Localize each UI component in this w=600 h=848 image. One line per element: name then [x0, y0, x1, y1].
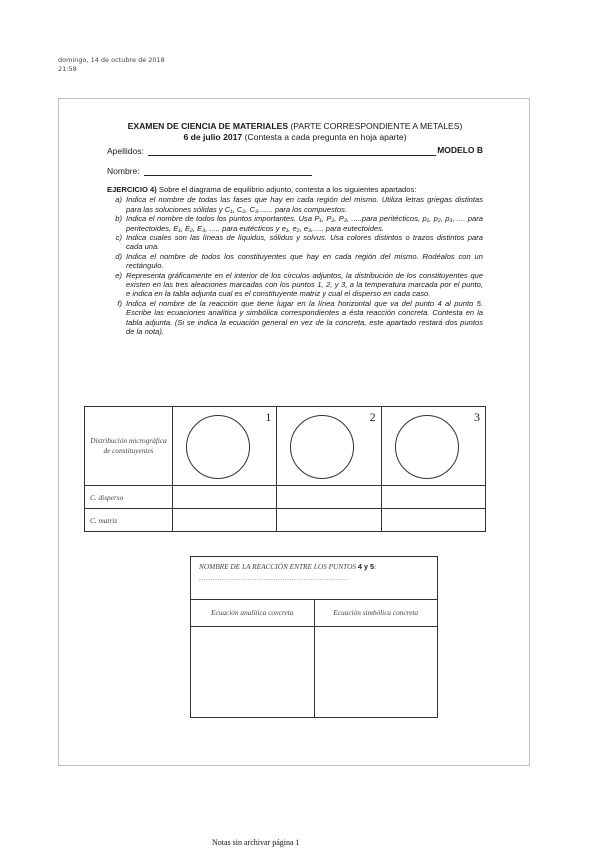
timestamp-time: 21:58 — [58, 65, 77, 73]
reaction-table — [190, 556, 438, 718]
reaction-dots: ................................................................ — [199, 573, 348, 582]
circle-number-2: 2 — [369, 410, 376, 424]
exercise-heading — [107, 185, 483, 194]
name-label: Nombre: — [107, 166, 140, 176]
exam-date-bold: 6 de julio 2017 — [183, 132, 243, 142]
surname-line[interactable] — [148, 147, 436, 156]
item-letter: f) — [117, 298, 122, 308]
timestamp — [58, 56, 165, 74]
name-line[interactable] — [144, 167, 312, 176]
exam-date-note: (Contesta a cada pregunta en hoja aparte) — [242, 132, 407, 142]
matrix-cell-1[interactable] — [173, 509, 277, 532]
disperse-cell-3[interactable] — [381, 486, 485, 509]
analytic-answer-cell[interactable] — [191, 627, 315, 718]
exam-title — [107, 121, 483, 132]
item-text: Indica el nombre de la reacción que tiene lugar en la línea horizontal que va del punto 4 al punto 5. Escribe las ecuaciones analítica y simbólica correspondientes a ésta reacción concreta. Contesta en la tabla adjunta. (Si se indica la ecuación general en vez de la concreta, este apartado restará dos puntos de la nota). — [126, 298, 483, 337]
item-text: Indica el nombre de todos los constituyentes que hay en cada región del mismo. Rodéalos con un rectángulo. — [126, 251, 483, 271]
exercise-item — [107, 195, 483, 214]
item-text: Indica el nombre de todas las fases que hay en cada región del mismo. Utiliza letras griegas distintas para las soluciones sólidas y C₁, C₂, C₃....... para los compuestos. — [126, 195, 483, 214]
analytic-header: Ecuación analítica concreta — [191, 600, 315, 627]
circle-cell-3[interactable] — [381, 407, 485, 486]
symbolic-header: Ecuación simbólica concreta — [314, 600, 438, 627]
exercise-label: EJERCICIO 4) — [107, 185, 157, 194]
exercise-items — [107, 195, 483, 336]
circle-number-1: 1 — [265, 410, 272, 424]
exercise-item — [107, 299, 483, 337]
microstructure-table — [84, 406, 486, 532]
circle-2[interactable] — [290, 415, 354, 479]
item-text: Indica cuales son las líneas de líquidus, sólidus y solvus. Usa colores distintos o trazos distintos para cada una. — [126, 233, 483, 252]
item-letter: e) — [115, 270, 122, 280]
circle-cell-2[interactable] — [277, 407, 381, 486]
disperse-label: C. disperso — [85, 486, 173, 509]
surname-label: Apellidos: — [107, 146, 144, 156]
name-field[interactable] — [107, 166, 483, 176]
reaction-points: 4 y 5 — [357, 562, 375, 571]
footer-note: Notas sin archivar página 1 — [212, 838, 300, 847]
exam-date — [107, 132, 483, 143]
reaction-name-cell[interactable] — [191, 557, 438, 600]
circle-number-3: 3 — [474, 410, 480, 424]
exam-content — [107, 121, 483, 337]
distribution-header: Distribución micrográfica de constituyentes — [85, 407, 173, 486]
item-letter: c) — [115, 233, 122, 243]
exercise-item — [107, 252, 483, 271]
exercise-block — [107, 185, 483, 337]
circle-3[interactable] — [395, 415, 459, 479]
exercise-item — [107, 271, 483, 299]
circle-cell-1[interactable] — [173, 407, 277, 486]
exam-title-sub: (PARTE CORRESPONDIENTE A METALES) — [288, 121, 463, 131]
item-text: Representa gráficamente en el interior de los círculos adjuntos, la distribución de los constituyentes que existen en las tres aleaciones marcadas con los puntos 1, 2, y 3, a la temperatura marcada por el punto, e indica en la tabla adjunta cual es el constituyente matriz y cual el disperso en cada caso. — [126, 270, 483, 299]
matrix-cell-2[interactable] — [277, 509, 381, 532]
exam-title-bold: EXAMEN DE CIENCIA DE MATERIALES — [127, 121, 289, 131]
item-letter: b) — [115, 214, 122, 224]
exercise-item — [107, 233, 483, 252]
exercise-item — [107, 214, 483, 233]
matrix-label: C. matriz — [85, 509, 173, 532]
item-letter: d) — [115, 251, 122, 261]
surname-field[interactable] — [107, 146, 483, 156]
item-letter: a) — [115, 195, 122, 205]
reaction-title-end: : — [374, 562, 377, 571]
timestamp-date: domingo, 14 de octubre de 2018 — [58, 56, 165, 64]
model-label: MODELO B — [437, 145, 483, 155]
disperse-cell-2[interactable] — [277, 486, 381, 509]
exercise-intro: Sobre el diagrama de equilibrio adjunto, contesta a los siguientes apartados: — [156, 185, 417, 194]
matrix-cell-3[interactable] — [381, 509, 485, 532]
reaction-title — [199, 561, 429, 572]
symbolic-answer-cell[interactable] — [314, 627, 438, 718]
circle-1[interactable] — [186, 415, 250, 479]
disperse-cell-1[interactable] — [173, 486, 277, 509]
reaction-title-text: NOMBRE DE LA REACCIÓN ENTRE LOS PUNTOS — [199, 562, 358, 571]
item-text: Indica el nombre de todos los puntos importantes. Usa P₁, P₂, P₃, .....para peritécticos, p₁, p₂, p₃, .... para peritectoides, E₁, E₂, E₃, ..... para eutécticos y e₁, e₂, e₃,..... para eutectoides. — [126, 214, 483, 233]
